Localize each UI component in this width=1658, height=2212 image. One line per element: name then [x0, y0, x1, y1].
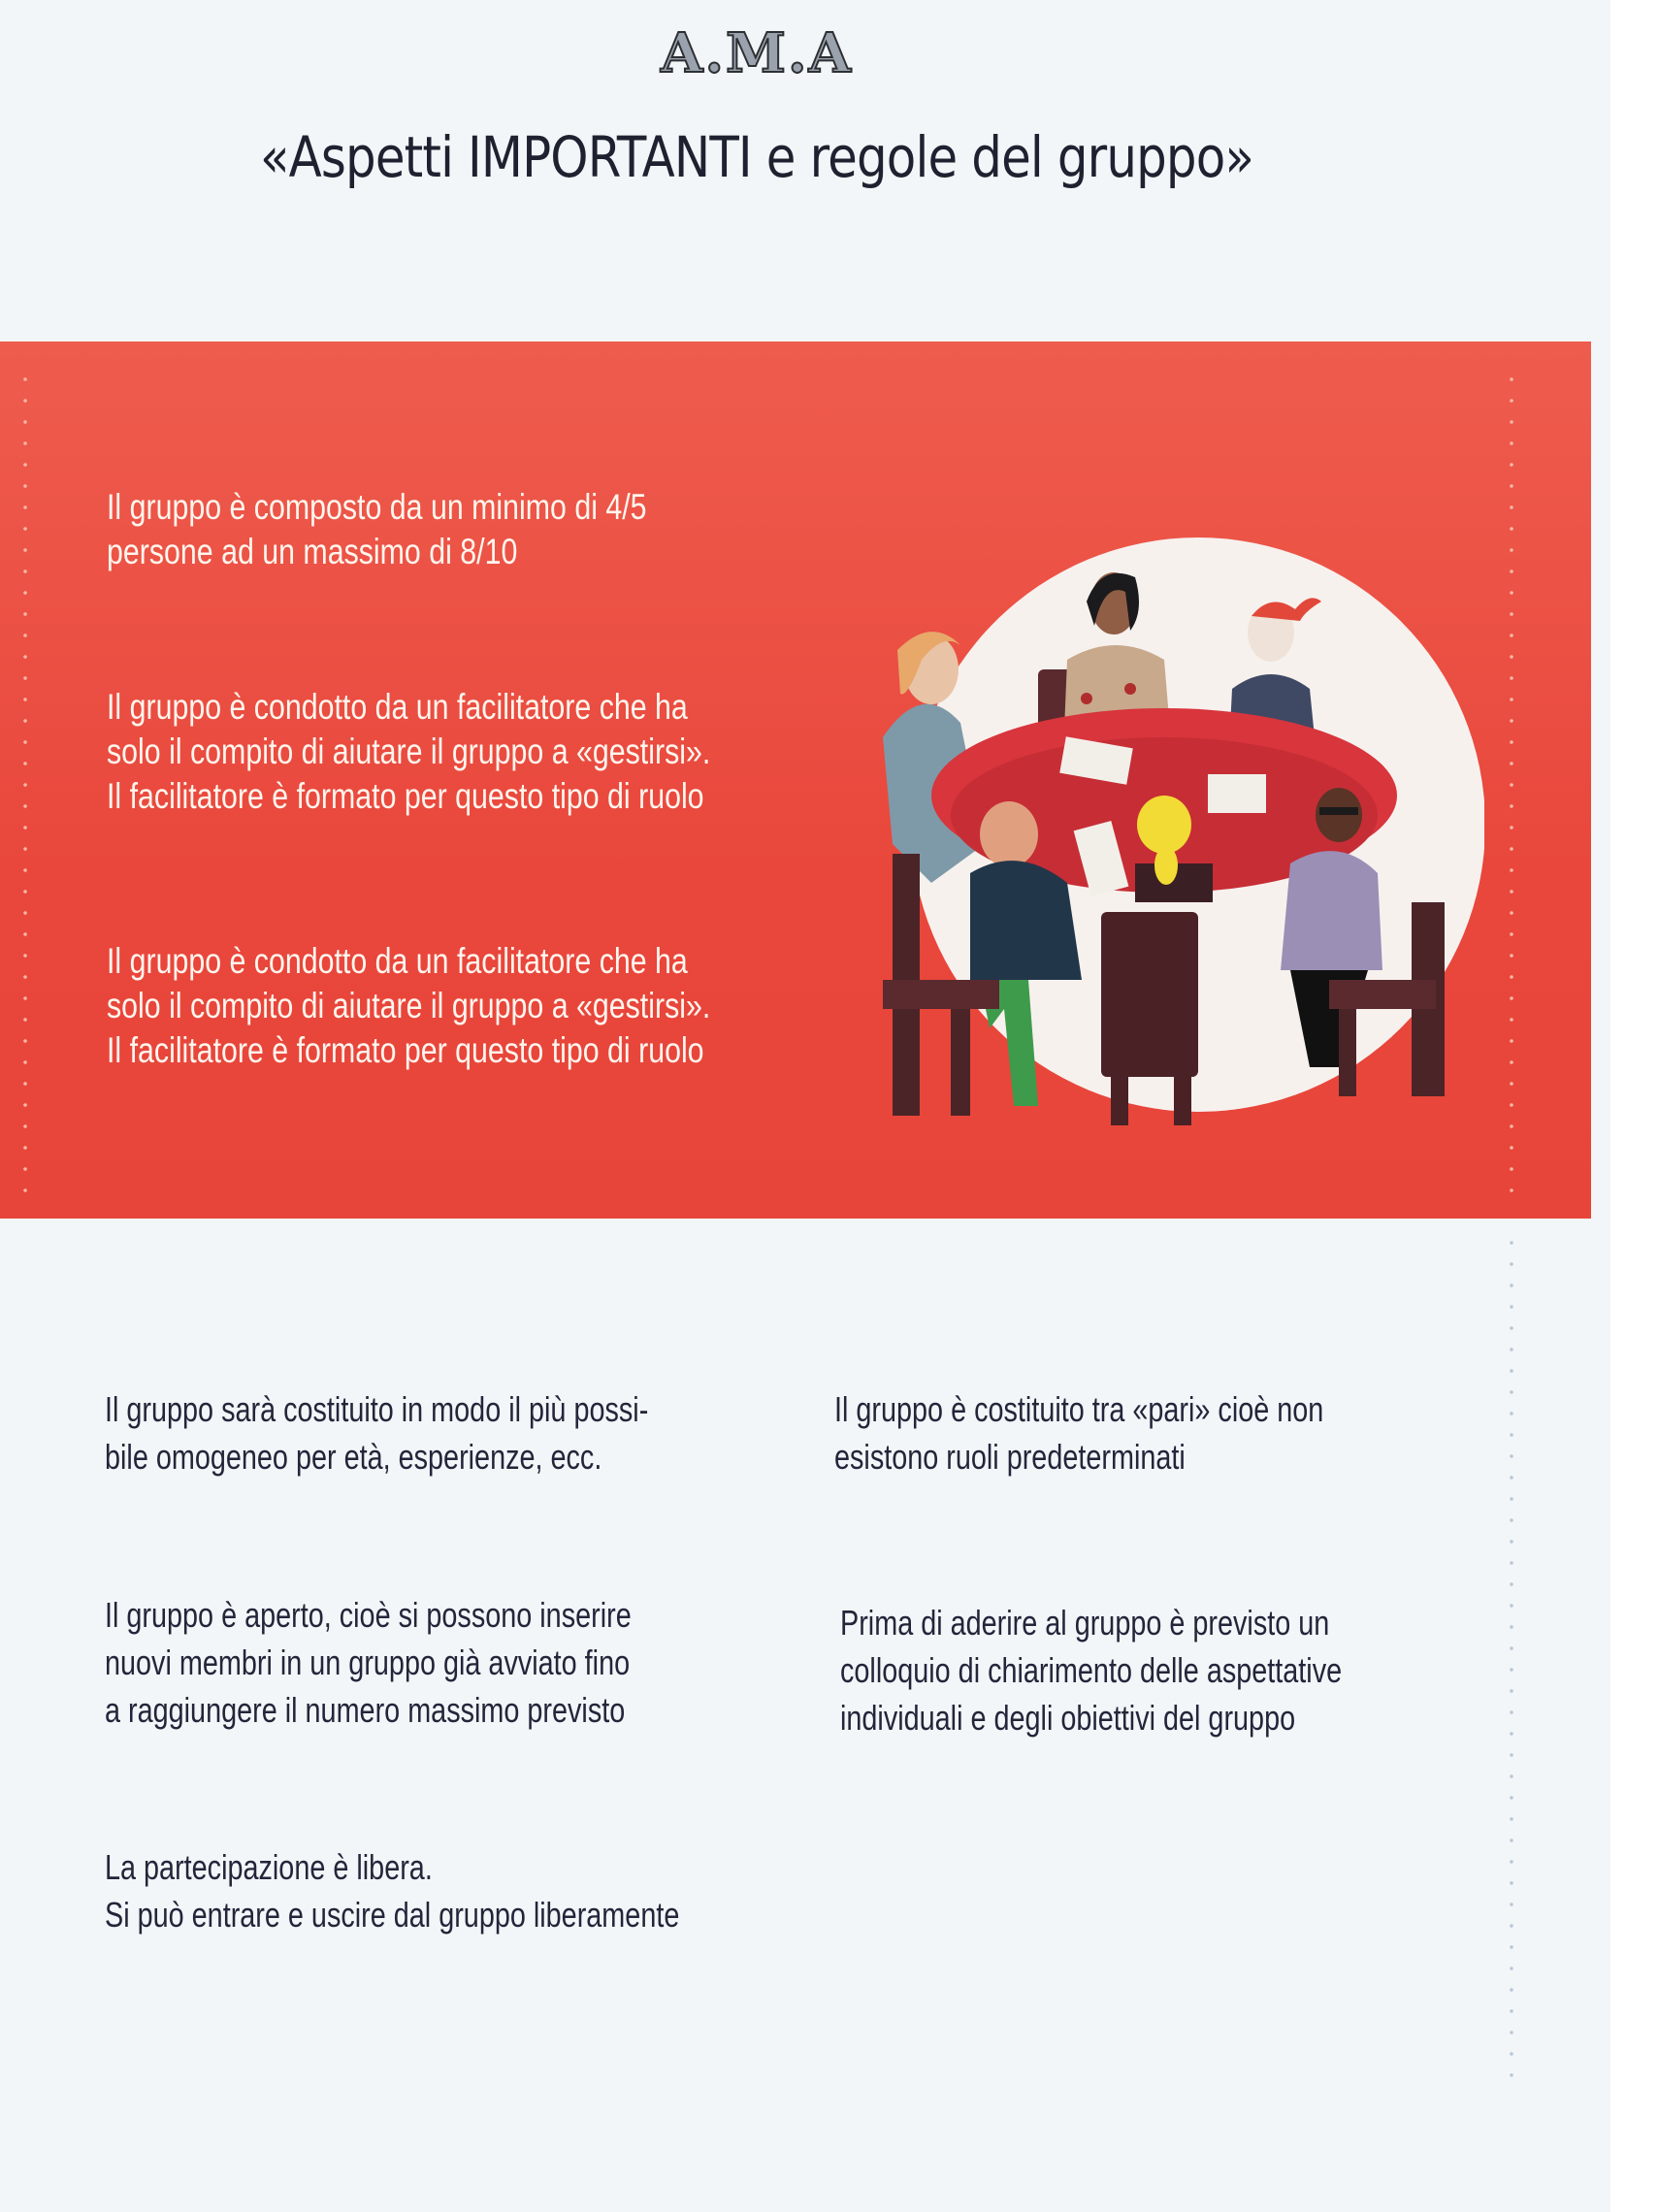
band-item-group-size: Il gruppo è composto da un minimo di 4/5 persone ad un massimo di 8/10: [107, 487, 647, 571]
band-item-facilitator-repeat: Il gruppo è condotto da un facilitatore che ha solo il compito di aiutare il gruppo a «gestirsi». Il facilitatore è formato per questo tipo di ruolo: [107, 941, 711, 1070]
chair-front-center: [1101, 912, 1198, 1077]
band-item-facilitator: Il gruppo è condotto da un facilitatore che ha solo il compito di aiutare il gruppo a «gestirsi». Il facilitatore è formato per questo tipo di ruolo: [107, 687, 711, 816]
paper-sheet: [1208, 774, 1266, 813]
band-edge-dots-left: [23, 369, 27, 1203]
main-title: A.M.A: [661, 21, 853, 85]
page-edge-dots: [1510, 1232, 1513, 2086]
subtitle: «Aspetti IMPORTANTI e regole del gruppo»: [259, 124, 1254, 190]
people-around-table-illustration: [854, 524, 1484, 1125]
rule-peers: Il gruppo è costituito tra «pari» cioè non esistono ruoli predeterminati: [834, 1389, 1324, 1477]
rule-free-participation: La partecipazione è libera. Si può entrare e uscire dal gruppo liberamente: [105, 1847, 680, 1935]
rule-open-group: Il gruppo è aperto, cioè si possono inserire nuovi membri in un gruppo già avviato fino a raggiungere il numero massimo previsto: [105, 1595, 632, 1730]
band-edge-dots-right: [1510, 369, 1513, 1203]
rule-preliminary-interview: Prima di aderire al gruppo è previsto un colloquio di chiarimento delle aspettative individuali e degli obiettivi del gruppo: [840, 1603, 1343, 1738]
rule-homogeneous: Il gruppo sarà costituito in modo il più possi- bile omogeneo per età, esperienze, ecc.: [105, 1389, 649, 1477]
